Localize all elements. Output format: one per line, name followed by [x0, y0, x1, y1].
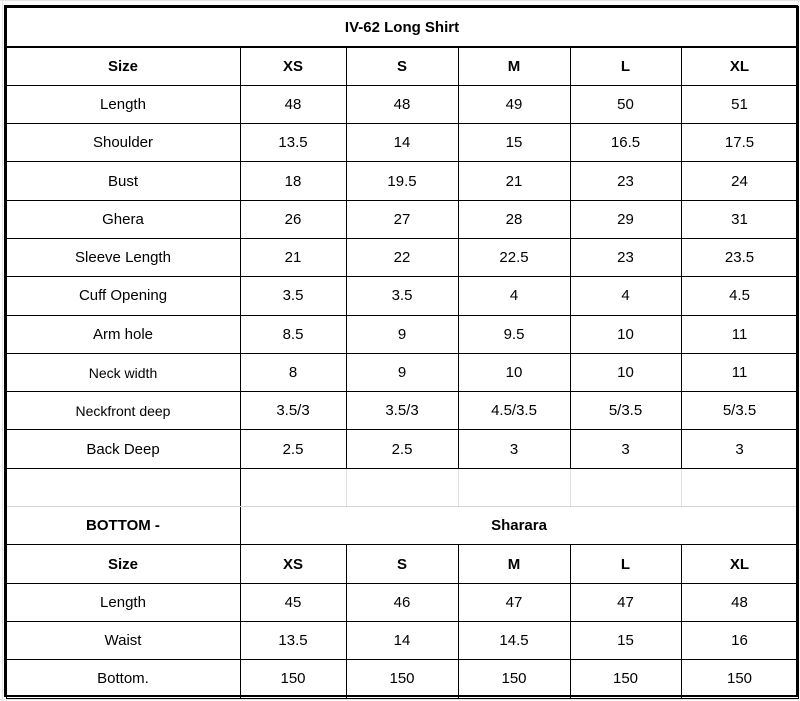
measurement-value: 2.5	[240, 430, 346, 468]
empty-cell	[681, 468, 798, 506]
measurement-value: 27	[346, 200, 458, 238]
measurement-label: Length	[6, 85, 240, 123]
measurement-value: 51	[681, 85, 798, 123]
measurement-value: 5/3.5	[570, 392, 681, 430]
measurement-value: 9.5	[458, 315, 570, 353]
table-row	[6, 200, 798, 238]
measurement-value: 3.5	[240, 277, 346, 315]
measurement-value: 21	[458, 162, 570, 200]
measurement-label: Shoulder	[6, 124, 240, 162]
empty-cell	[458, 468, 570, 506]
header-cell: XL	[681, 47, 798, 85]
measurement-value: 3.5	[346, 277, 458, 315]
bottom-title-row	[6, 507, 798, 545]
measurement-value: 3.5/3	[240, 392, 346, 430]
measurement-label: Ghera	[6, 200, 240, 238]
measurement-value: 15	[458, 124, 570, 162]
header-cell: S	[346, 47, 458, 85]
measurement-value: 22	[346, 238, 458, 276]
table-row	[6, 162, 798, 200]
table-row	[6, 124, 798, 162]
measurement-value: 16	[681, 621, 798, 659]
empty-cell	[240, 468, 346, 506]
measurement-value: 11	[681, 315, 798, 353]
measurement-value: 23.5	[681, 238, 798, 276]
measurement-value: 13.5	[240, 621, 346, 659]
measurement-value: 48	[681, 583, 798, 621]
spacer-row	[6, 468, 798, 506]
measurement-value: 8.5	[240, 315, 346, 353]
empty-cell	[346, 468, 458, 506]
header-cell: S	[346, 545, 458, 583]
header-cell: XL	[681, 545, 798, 583]
measurement-value: 26	[240, 200, 346, 238]
measurement-value: 3.5/3	[346, 392, 458, 430]
measurement-value: 19.5	[346, 162, 458, 200]
size-chart-table	[5, 6, 799, 699]
header-cell: XS	[240, 545, 346, 583]
measurement-value: 17.5	[681, 124, 798, 162]
measurement-value: 10	[570, 353, 681, 391]
measurement-value: 150	[681, 660, 798, 698]
measurement-label: Waist	[6, 621, 240, 659]
measurement-value: 14	[346, 621, 458, 659]
measurement-value: 4.5	[681, 277, 798, 315]
shirt-header-row	[6, 47, 798, 85]
measurement-value: 150	[240, 660, 346, 698]
measurement-value: 14	[346, 124, 458, 162]
measurement-value: 11	[681, 353, 798, 391]
measurement-label: Neckfront deep	[6, 392, 240, 430]
measurement-value: 16.5	[570, 124, 681, 162]
measurement-value: 28	[458, 200, 570, 238]
measurement-value: 47	[570, 583, 681, 621]
measurement-value: 18	[240, 162, 346, 200]
header-cell: L	[570, 47, 681, 85]
measurement-label: Bottom.	[6, 660, 240, 698]
measurement-value: 2.5	[346, 430, 458, 468]
measurement-value: 48	[346, 85, 458, 123]
measurement-label: Neck width	[6, 353, 240, 391]
header-cell: L	[570, 545, 681, 583]
empty-cell	[570, 468, 681, 506]
measurement-value: 15	[570, 621, 681, 659]
measurement-value: 4.5/3.5	[458, 392, 570, 430]
measurement-value: 13.5	[240, 124, 346, 162]
empty-cell	[6, 468, 240, 506]
table-row	[6, 660, 798, 698]
measurement-value: 4	[570, 277, 681, 315]
table-row	[6, 277, 798, 315]
measurement-label: Back Deep	[6, 430, 240, 468]
measurement-label: Cuff Opening	[6, 277, 240, 315]
measurement-value: 50	[570, 85, 681, 123]
measurement-value: 46	[346, 583, 458, 621]
table-row	[6, 621, 798, 659]
measurement-value: 10	[458, 353, 570, 391]
measurement-label: Sleeve Length	[6, 238, 240, 276]
bottom-header-row	[6, 545, 798, 583]
measurement-value: 29	[570, 200, 681, 238]
measurement-value: 31	[681, 200, 798, 238]
shirt-title: IV-62 Long Shirt	[6, 7, 798, 47]
measurement-value: 10	[570, 315, 681, 353]
table-row	[6, 392, 798, 430]
table-row	[6, 430, 798, 468]
measurement-value: 3	[458, 430, 570, 468]
measurement-value: 24	[681, 162, 798, 200]
measurement-value: 14.5	[458, 621, 570, 659]
measurement-value: 22.5	[458, 238, 570, 276]
shirt-title-row	[6, 7, 798, 47]
measurement-value: 150	[458, 660, 570, 698]
measurement-value: 3	[681, 430, 798, 468]
table-row	[6, 85, 798, 123]
measurement-value: 49	[458, 85, 570, 123]
header-cell: M	[458, 545, 570, 583]
measurement-label: Arm hole	[6, 315, 240, 353]
table-row	[6, 583, 798, 621]
measurement-value: 150	[346, 660, 458, 698]
table-row	[6, 353, 798, 391]
measurement-value: 21	[240, 238, 346, 276]
measurement-value: 150	[570, 660, 681, 698]
measurement-value: 5/3.5	[681, 392, 798, 430]
measurement-value: 9	[346, 315, 458, 353]
measurement-value: 45	[240, 583, 346, 621]
bottom-label: BOTTOM -	[6, 507, 240, 545]
measurement-value: 3	[570, 430, 681, 468]
header-cell: M	[458, 47, 570, 85]
table-row	[6, 238, 798, 276]
bottom-title: Sharara	[240, 507, 798, 545]
measurement-label: Bust	[6, 162, 240, 200]
measurement-label: Length	[6, 583, 240, 621]
measurement-value: 48	[240, 85, 346, 123]
measurement-value: 47	[458, 583, 570, 621]
measurement-value: 23	[570, 238, 681, 276]
table-row	[6, 315, 798, 353]
header-cell: Size	[6, 47, 240, 85]
header-cell: Size	[6, 545, 240, 583]
measurement-value: 23	[570, 162, 681, 200]
measurement-value: 9	[346, 353, 458, 391]
header-cell: XS	[240, 47, 346, 85]
measurement-value: 4	[458, 277, 570, 315]
measurement-value: 8	[240, 353, 346, 391]
